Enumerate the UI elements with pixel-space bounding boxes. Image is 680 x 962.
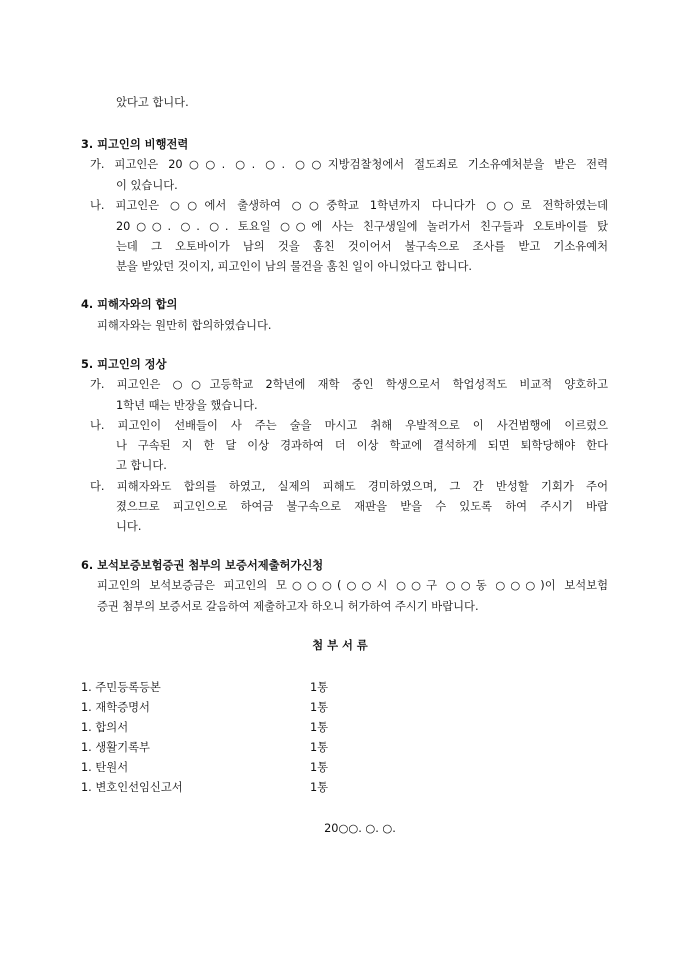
attachment-name: 1. 합의서 xyxy=(81,721,129,734)
attachment-count: 1통 xyxy=(310,681,329,694)
section-5-item-ga-line-2: 1학년 때는 반장을 했습니다. xyxy=(116,399,258,412)
section-6-body-line-1: 피고인의 보석보증금은 피고인의 모○○○(○○시 ○○구 ○○동 ○○○)이 보석보험 xyxy=(97,579,608,592)
attachment-count: 1통 xyxy=(310,741,329,754)
attachments-title: 첨 부 서 류 xyxy=(312,639,368,652)
attachment-count: 1통 xyxy=(310,721,329,734)
section-5-item-da-line-2: 졌으므로 피고인으로 하여금 불구속으로 재판을 받을 수 있도록 하여 주시기 바랍 xyxy=(116,500,608,513)
section-3-item-ga-line-2: 이 있습니다. xyxy=(116,179,178,192)
attachment-name: 1. 변호인선임신고서 xyxy=(81,781,183,794)
document-date: 20○○. ○. ○. xyxy=(324,822,396,835)
attachment-count: 1통 xyxy=(310,701,329,714)
section-5-item-ga-line-1: 가. 피고인은 ○○고등학교 2학년에 재학 중인 학생으로서 학업성적도 비교적 양호하고 xyxy=(90,378,608,391)
section-6-heading: 6. 보석보증보험증권 첨부의 보증서제출허가신청 xyxy=(81,559,324,572)
section-4-heading: 4. 피해자와의 합의 xyxy=(81,298,178,311)
section-5-heading: 5. 피고인의 정상 xyxy=(81,358,167,371)
section-3-item-ga-line-1: 가. 피고인은 20○○. ○. ○. ○○지방검찰청에서 절도죄로 기소유예처분을 받은 전력 xyxy=(90,158,608,171)
section-5-item-na-line-3: 고 합니다. xyxy=(116,459,167,472)
attachment-count: 1통 xyxy=(310,761,329,774)
section-5-item-da-line-3: 니다. xyxy=(116,520,142,533)
section-5-item-da-line-1: 다. 피해자와도 합의를 하였고, 실제의 피해도 경미하였으며, 그 간 반성할 기회가 주어 xyxy=(90,480,608,493)
section-3-item-na-line-3: 는데 그 오토바이가 남의 것을 훔친 것이어서 불구속으로 조사를 받고 기소유예처 xyxy=(116,240,608,253)
section-5-item-na-line-1: 나. 피고인이 선배들이 사 주는 술을 마시고 취해 우발적으로 이 사건범행에 이르렀으 xyxy=(90,419,608,432)
section-3-item-na-line-4: 분을 받았던 것이지, 피고인이 남의 물건을 훔친 일이 아니었다고 합니다. xyxy=(116,260,472,273)
section-3-item-na-line-1: 나. 피고인은 ○○에서 출생하여 ○○중학교 1학년까지 다니다가 ○○로 전학하였는데 xyxy=(90,199,608,212)
section-6-body-line-2: 증권 첨부의 보증서로 갈음하여 제출하고자 하오니 허가하여 주시기 바랍니다. xyxy=(97,600,479,613)
section-5-item-na-line-2: 나 구속된 지 한 달 이상 경과하여 더 이상 학교에 결석하게 되면 퇴학당해야 한다 xyxy=(116,439,608,452)
continuation-text: 았다고 합니다. xyxy=(116,96,189,109)
attachment-count: 1통 xyxy=(310,781,329,794)
section-4-body: 피해자와는 원만히 합의하였습니다. xyxy=(97,319,272,332)
attachment-name: 1. 생활기록부 xyxy=(81,741,150,754)
attachment-name: 1. 재학증명서 xyxy=(81,701,150,714)
section-3-heading: 3. 피고인의 비행전력 xyxy=(81,138,189,151)
attachment-name: 1. 주민등록등본 xyxy=(81,681,161,694)
section-3-item-na-line-2: 20○○. ○. ○. 토요일 ○○에 사는 친구생일에 놀러가서 친구들과 오토바이를 탔 xyxy=(116,220,608,233)
attachment-name: 1. 탄원서 xyxy=(81,761,129,774)
